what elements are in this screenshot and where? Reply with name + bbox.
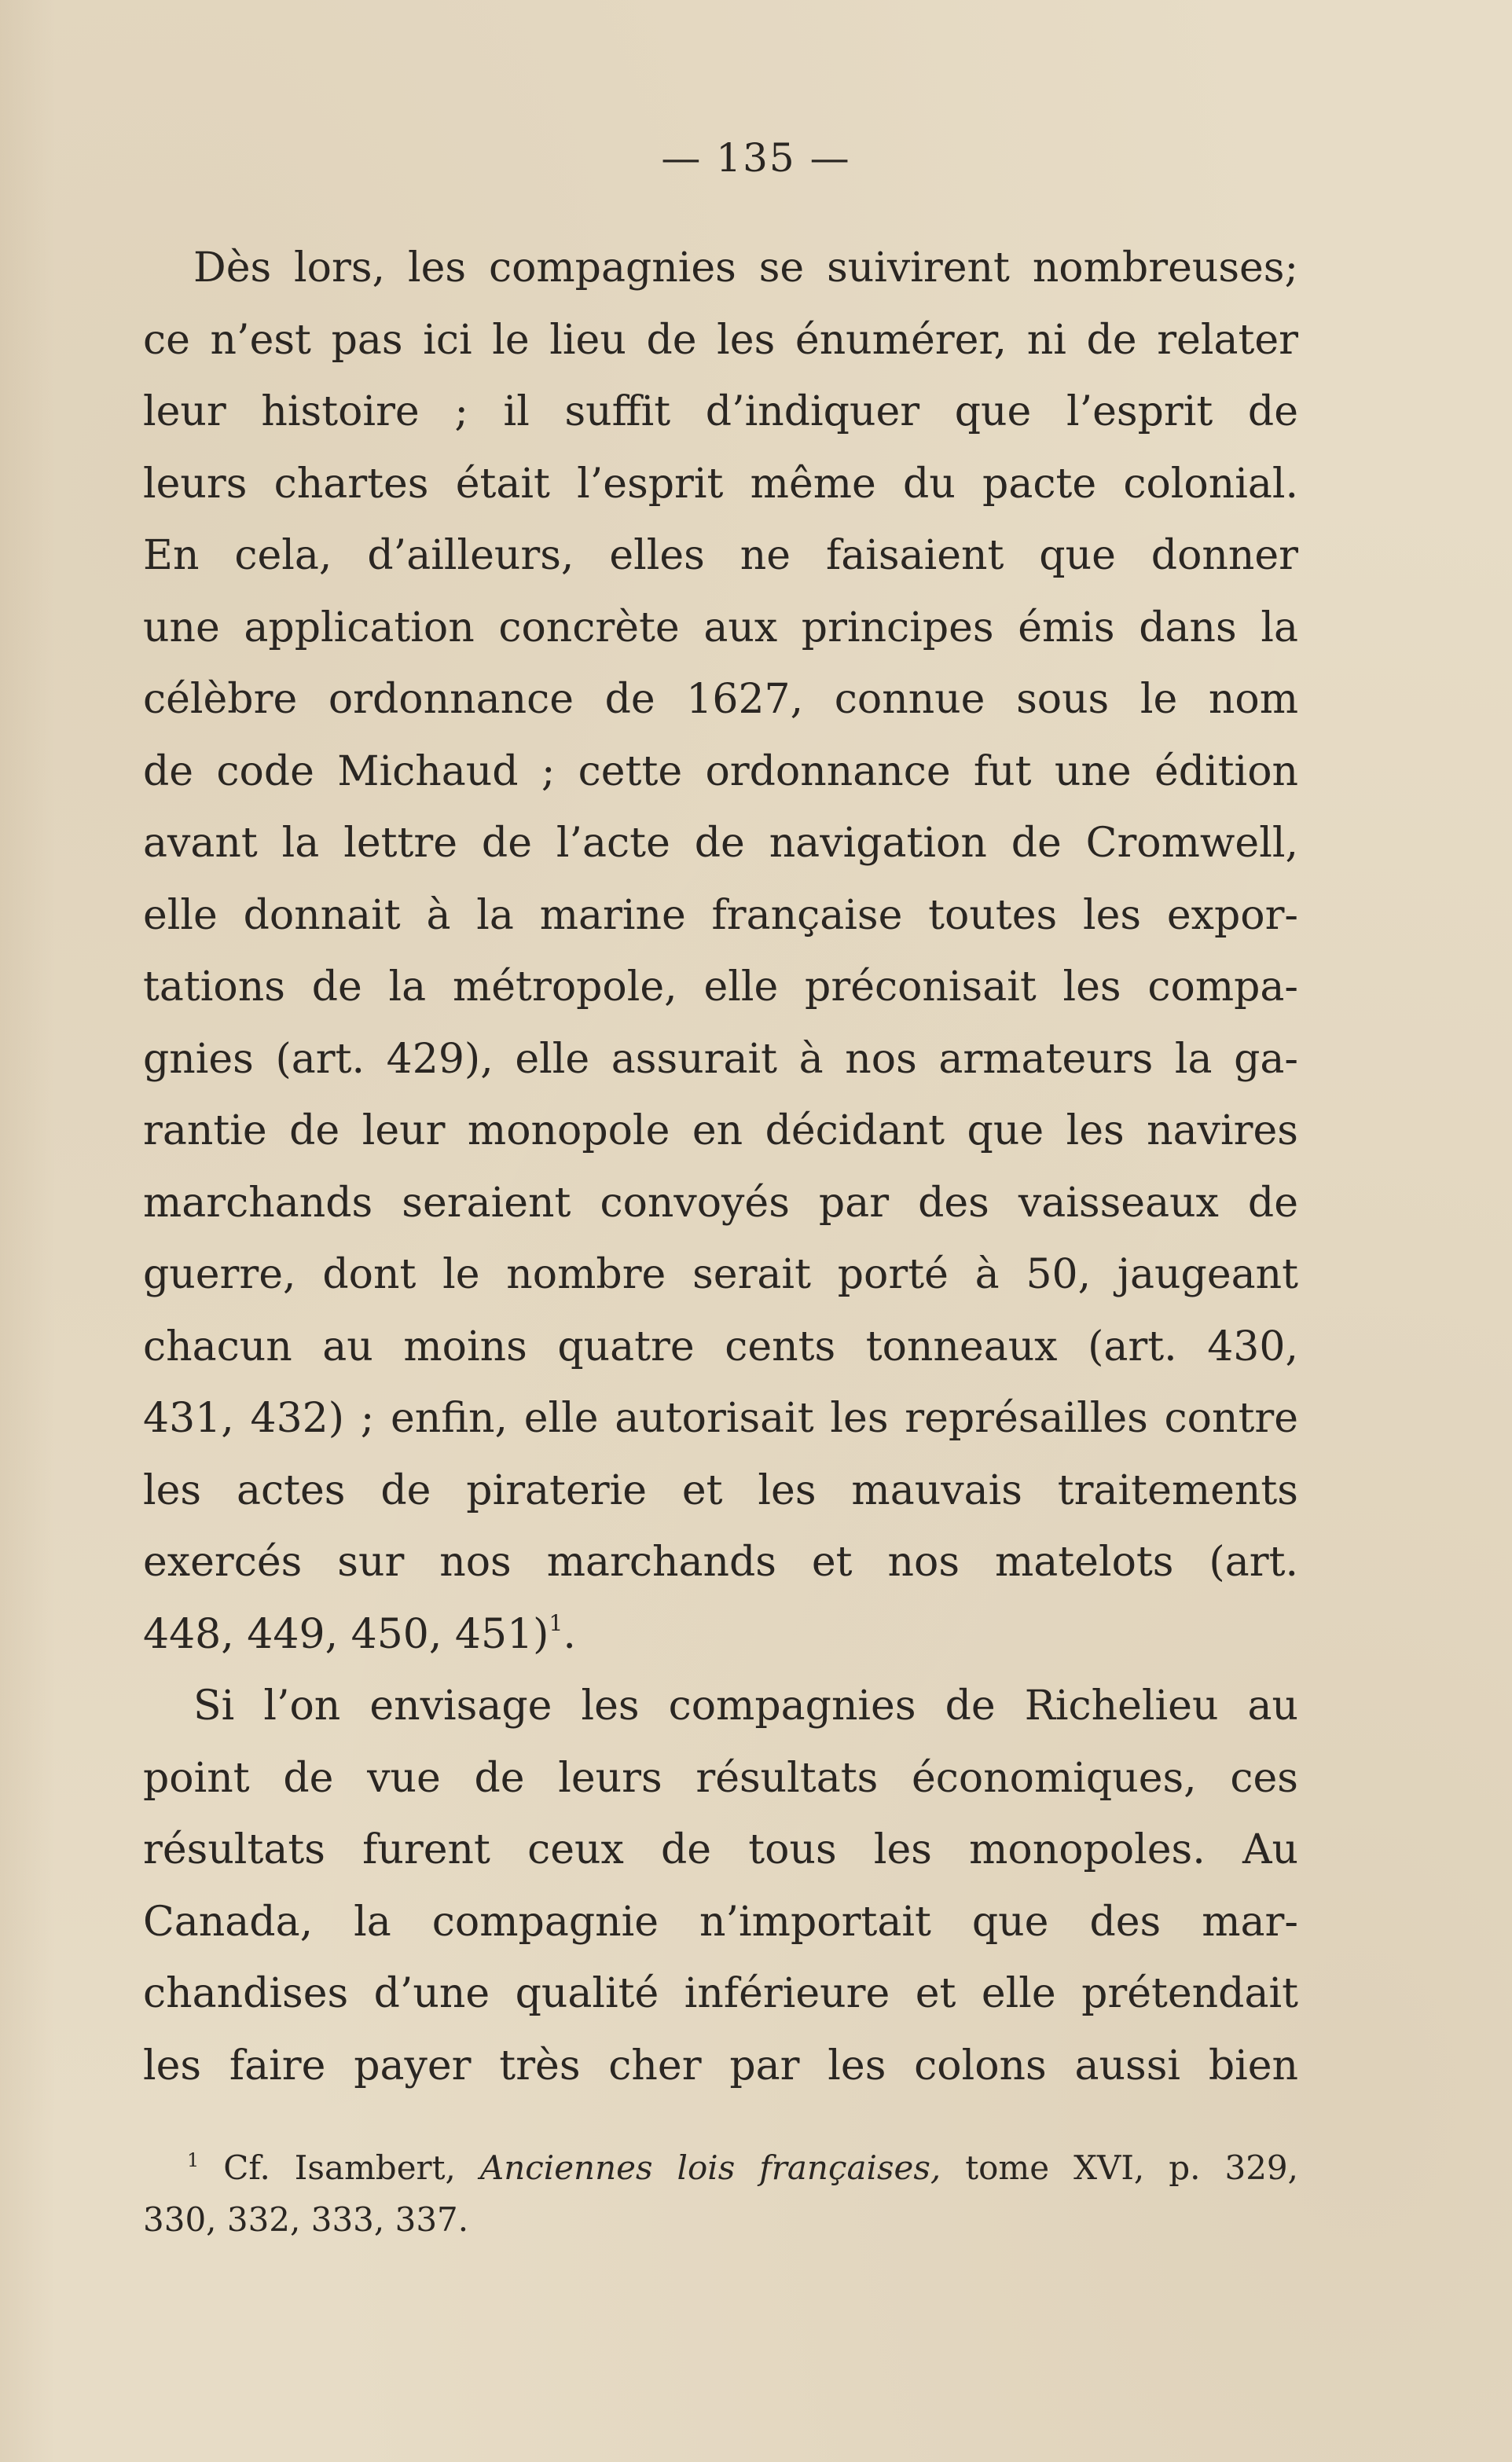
- text-line-content: 448, 449, 450, 451): [143, 1610, 549, 1658]
- text-line: leur histoire ; il suffit d’indiquer que l’esprit de: [143, 388, 1298, 435]
- page-number: — 135 —: [661, 135, 851, 181]
- text-line: En cela, d’ailleurs, elles ne faisaient que donner: [143, 532, 1298, 579]
- text-line: célèbre ordonnance de 1627, connue sous le nom: [143, 676, 1298, 723]
- footnote-suffix: tome XVI, p. 329,: [965, 2148, 1298, 2187]
- text-line: Si l’on envisage les compagnies de Richelieu au: [193, 1682, 1298, 1730]
- text-line: les actes de piraterie et les mauvais traitements: [143, 1466, 1298, 1514]
- text-line: gnies (art. 429), elle assurait à nos armateurs la ga-: [143, 1035, 1298, 1083]
- text-line: Dès lors, les compagnies se suivirent nombreuses;: [193, 244, 1298, 292]
- text-line: leurs chartes était l’esprit même du pacte colonial.: [143, 460, 1298, 508]
- footnote: [143, 2142, 1298, 2246]
- footnote-reference[interactable]: 1: [549, 1609, 563, 1636]
- footnote-line: 330, 332, 333, 337.: [143, 2200, 469, 2239]
- text-line: guerre, dont le nombre serait porté à 50, jaugeant: [143, 1251, 1298, 1298]
- main-text: [143, 233, 1298, 2102]
- text-line: Canada, la compagnie n’importait que des mar-: [143, 1898, 1298, 1946]
- text-line: point de vue de leurs résultats économiques, ces: [143, 1754, 1298, 1802]
- footnote-prefix: Cf. Isambert,: [223, 2148, 456, 2187]
- text-line: exercés sur nos marchands et nos matelots (art.: [143, 1539, 1298, 1586]
- end-punctuation: .: [563, 1610, 576, 1658]
- text-line-with-footnote: [143, 1599, 1298, 1671]
- text-line: de code Michaud ; cette ordonnance fut une édition: [143, 747, 1298, 795]
- text-line: chacun au moins quatre cents tonneaux (art. 430,: [143, 1323, 1298, 1370]
- footnote-title: Anciennes lois françaises,: [479, 2148, 941, 2187]
- footnote-marker: 1: [187, 2149, 200, 2171]
- text-line: elle donnait à la marine française toutes les expor-: [143, 891, 1298, 939]
- text-line: tations de la métropole, elle préconisait les compa-: [143, 963, 1298, 1011]
- text-line: avant la lettre de l’acte de navigation de Cromwell,: [143, 820, 1298, 867]
- text-line: chandises d’une qualité inférieure et elle prétendait: [143, 1970, 1298, 2017]
- text-line: les faire payer très cher par les colons aussi bien: [143, 2042, 1298, 2090]
- text-line: ce n’est pas ici le lieu de les énumérer, ni de relater: [143, 316, 1298, 364]
- text-line: marchands seraient convoyés par des vaisseaux de: [143, 1179, 1298, 1227]
- text-line: rantie de leur monopole en décidant que les navires: [143, 1107, 1298, 1154]
- text-line: une application concrète aux principes émis dans la: [143, 604, 1298, 651]
- text-line: résultats furent ceux de tous les monopoles. Au: [143, 1826, 1298, 1873]
- text-line: 431, 432) ; enfin, elle autorisait les représailles contre: [143, 1395, 1298, 1442]
- footnote-line: [143, 2142, 1298, 2194]
